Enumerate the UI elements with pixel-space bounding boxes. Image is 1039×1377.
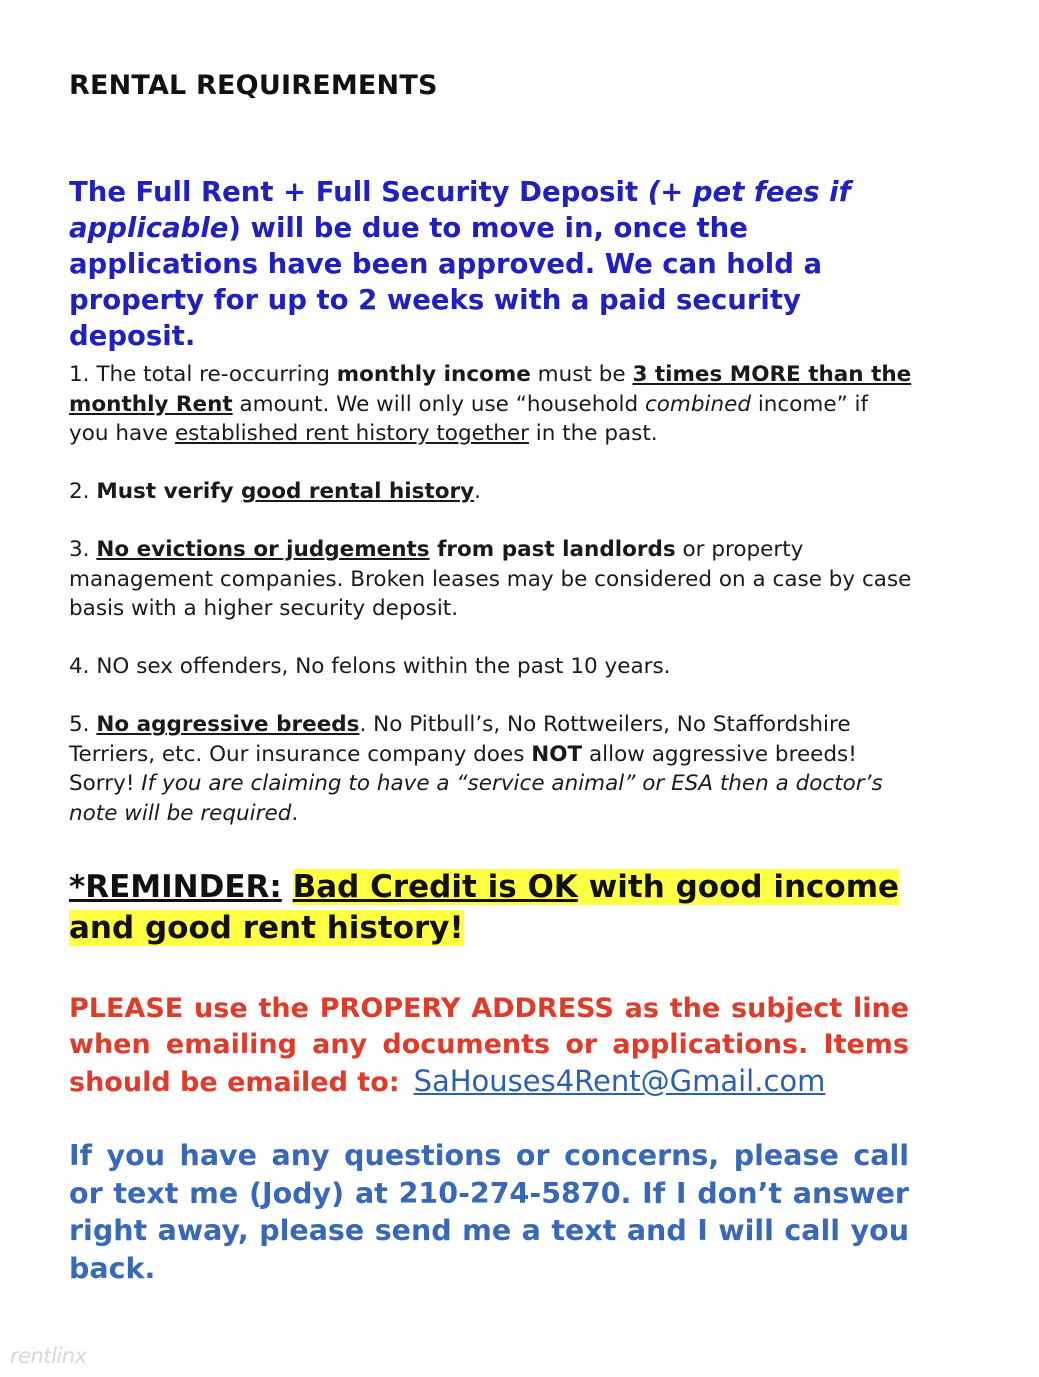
req2-text: 2. xyxy=(69,479,97,504)
requirement-5 xyxy=(69,710,914,828)
req1-bold-underline: 3 times MORE than the monthly Rent xyxy=(69,362,912,417)
req3-text: or property management companies. Broken leases may be considered on a case by case basis with a higher security deposit. xyxy=(69,537,912,621)
intro-italic-text: (+ pet fees if applicable xyxy=(69,176,851,244)
req5-text: allow aggressive breeds! Sorry! xyxy=(69,741,857,796)
req2-bold-underline: good rental history xyxy=(241,479,475,504)
req3-bold: from past landlords xyxy=(429,537,676,562)
requirement-4: 4. NO sex offenders, No felons within the past 10 years. xyxy=(69,654,671,679)
req2-bold: Must verify xyxy=(96,479,242,504)
requirement-1 xyxy=(69,360,914,449)
email-instructions-text: PLEASE use the PROPERY ADDRESS as the subject line when emailing any documents or applications. Items should be emailed to: xyxy=(69,993,909,1098)
requirement-3 xyxy=(69,535,914,624)
requirement-2 xyxy=(69,477,914,507)
reminder-callout xyxy=(69,867,914,949)
contact-paragraph: If you have any questions or concerns, please call or text me (Jody) at 210-274-5870. If I don’t answer right away, please send me a text and I will call you back. xyxy=(69,1139,909,1285)
req1-text: must be xyxy=(530,362,633,387)
req5-italic: If you are claiming to have a “service animal” or ESA then a doctor’s note will be required xyxy=(69,771,883,826)
reminder-highlight-text: with good income and good rent history! xyxy=(69,869,900,946)
req1-text: 1. The total re-occurring xyxy=(69,362,337,387)
reminder-label: *REMINDER: xyxy=(69,869,282,905)
req1-italic: combined xyxy=(644,391,751,417)
intro-paragraph xyxy=(69,174,914,354)
intro-text-1: The Full Rent + Full Security Deposit xyxy=(69,176,648,208)
req1-bold: monthly income xyxy=(336,362,531,387)
req5-text: . No Pitbull’s, No Rottweilers, No Staffordshire Terriers, etc. Our insurance company does xyxy=(69,712,851,767)
email-instructions xyxy=(69,991,909,1101)
rentlinx-watermark: rentlinx xyxy=(10,1344,87,1368)
req3-bold-underline: No evictions or judgements xyxy=(96,537,430,562)
req1-text: income” if you have xyxy=(69,391,869,446)
req1-text: in the past. xyxy=(528,421,658,446)
req5-bold: NOT xyxy=(531,741,583,767)
req2-text: . xyxy=(474,479,481,504)
req5-bold-underline: No aggressive breeds xyxy=(96,712,360,737)
req3-text: 3. xyxy=(69,537,97,562)
email-link[interactable]: SaHouses4Rent@Gmail.com xyxy=(413,1064,826,1098)
req5-text: 5. xyxy=(69,712,97,737)
page-title: RENTAL REQUIREMENTS xyxy=(69,70,438,101)
req5-text: . xyxy=(291,800,299,826)
req1-underline: established rent history together xyxy=(174,421,529,446)
req1-text: amount. We will only use “household xyxy=(232,391,645,417)
reminder-highlight-underline: Bad Credit is OK xyxy=(292,869,578,905)
intro-text-2: ) will be due to move in, once the applications have been approved. We can hold a property for up to 2 weeks with a paid security deposit. xyxy=(69,212,823,352)
